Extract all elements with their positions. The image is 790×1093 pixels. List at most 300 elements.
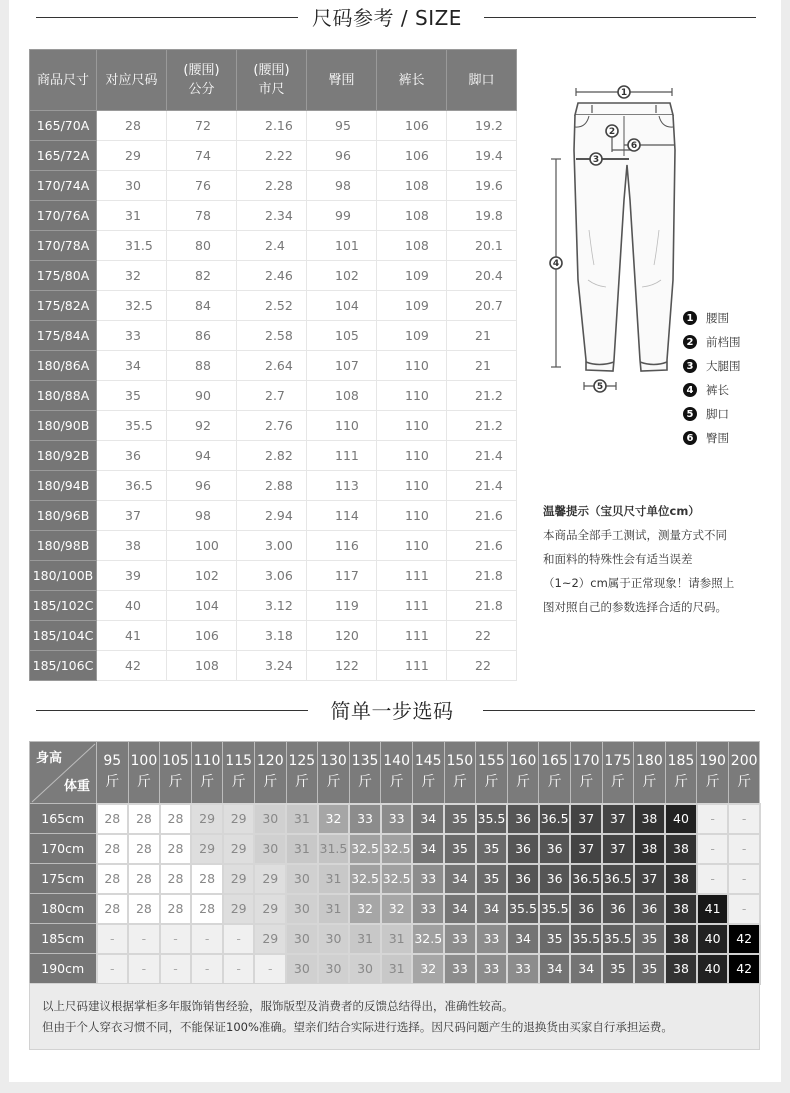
size-cell: 40 [697, 924, 729, 954]
product-size-cell: 170/78A [30, 231, 97, 261]
table-cell: 33 [97, 321, 167, 351]
size-cell: 29 [191, 834, 223, 864]
table-cell: 110 [377, 411, 447, 441]
weight-value: 105 [162, 753, 189, 770]
weight-column-header [349, 742, 381, 804]
size-cell: 41 [697, 894, 729, 924]
table-cell: 21.2 [447, 411, 517, 441]
size-cell: 29 [223, 804, 255, 834]
table-cell: 21.8 [447, 591, 517, 621]
table-cell: 21.4 [447, 441, 517, 471]
table-cell: 109 [377, 261, 447, 291]
size-cell: 33 [349, 804, 381, 834]
product-size-cell: 180/90B [30, 411, 97, 441]
table-cell: 19.2 [447, 111, 517, 141]
size-cell: 42 [728, 924, 760, 954]
weight-unit: 斤 [421, 774, 436, 791]
weight-value: 155 [478, 753, 505, 770]
weight-value: 125 [288, 753, 316, 770]
size-cell: 30 [349, 954, 381, 984]
weight-unit: 斤 [326, 774, 341, 791]
weight-value: 175 [604, 753, 632, 770]
weight-unit: 斤 [452, 774, 467, 791]
size-cell: - [697, 834, 729, 864]
size-cell: 33 [507, 954, 539, 984]
size-cell: 35 [634, 954, 666, 984]
table-cell: 110 [307, 411, 377, 441]
size-cell: 32.5 [412, 924, 444, 954]
table-cell: 117 [307, 561, 377, 591]
table-cell: 2.46 [237, 261, 307, 291]
legend-item [683, 402, 741, 426]
size-cell: 30 [254, 804, 286, 834]
size-cell: 38 [665, 894, 697, 924]
weight-unit: 斤 [263, 774, 278, 791]
height-row-label: 185cm [30, 924, 97, 954]
table-cell: 31 [97, 201, 167, 231]
weight-column-header [476, 742, 508, 804]
size-cell: 36 [507, 834, 539, 864]
size-cell: 33 [444, 924, 476, 954]
weight-header-row [30, 742, 760, 804]
table-row [30, 531, 517, 561]
size-cell: 32.5 [349, 834, 381, 864]
table-cell: 108 [377, 231, 447, 261]
legend-label: 臀围 [706, 431, 729, 445]
size-cell: 35.5 [476, 804, 508, 834]
size-cell: - [728, 834, 760, 864]
weight-unit: 斤 [358, 774, 373, 791]
table-cell: 107 [307, 351, 377, 381]
table-cell: 2.22 [237, 141, 307, 171]
product-size-cell: 180/94B [30, 471, 97, 501]
table-cell: 21.4 [447, 471, 517, 501]
table-cell: 19.4 [447, 141, 517, 171]
table-cell: 84 [167, 291, 237, 321]
table-cell: 22 [447, 621, 517, 651]
weight-column-header [223, 742, 255, 804]
number-badge-icon: 4 [683, 383, 697, 397]
table-cell: 82 [167, 261, 237, 291]
size-cell: - [97, 954, 129, 984]
size-cell: 28 [97, 864, 129, 894]
height-row-label: 190cm [30, 954, 97, 984]
size-cell: 30 [254, 834, 286, 864]
size-cell: 37 [570, 804, 602, 834]
size-cell: - [128, 924, 160, 954]
weight-column-header [728, 742, 760, 804]
table-cell: 39 [97, 561, 167, 591]
table-cell: 72 [167, 111, 237, 141]
size-cell: 37 [602, 804, 634, 834]
size-cell: 28 [160, 894, 192, 924]
weight-value: 95 [103, 753, 122, 770]
size-cell: 36 [539, 864, 571, 894]
size-cell: 30 [286, 894, 318, 924]
table-cell: 110 [377, 531, 447, 561]
size-cell: 32.5 [381, 864, 413, 894]
size-cell: 34 [412, 834, 444, 864]
size-cell: 31 [318, 894, 350, 924]
table-cell: 34 [97, 351, 167, 381]
size-section-title: 尺码参考 / SIZE [298, 6, 476, 30]
product-size-cell: 180/96B [30, 501, 97, 531]
size-cell: 34 [444, 894, 476, 924]
size-cell: 35.5 [539, 894, 571, 924]
grid-row [30, 894, 760, 924]
size-table-header [30, 50, 517, 111]
table-cell: 20.7 [447, 291, 517, 321]
size-cell: 35.5 [507, 894, 539, 924]
table-cell: 88 [167, 351, 237, 381]
product-size-cell: 185/104C [30, 621, 97, 651]
table-row [30, 351, 517, 381]
size-cell: 35 [634, 924, 666, 954]
size-cell: 28 [160, 804, 192, 834]
table-cell: 2.58 [237, 321, 307, 351]
size-cell: 29 [254, 894, 286, 924]
table-row [30, 111, 517, 141]
size-cell: - [223, 954, 255, 984]
table-cell: 2.76 [237, 411, 307, 441]
size-cell: 36.5 [539, 804, 571, 834]
table-cell: 99 [307, 201, 377, 231]
size-cell: 34 [507, 924, 539, 954]
grid-row [30, 834, 760, 864]
weight-column-header [160, 742, 192, 804]
weight-value: 135 [351, 753, 379, 770]
table-row [30, 501, 517, 531]
weight-column-header [634, 742, 666, 804]
legend-label: 裤长 [706, 383, 729, 397]
table-cell: 22 [447, 651, 517, 681]
table-cell: 108 [167, 651, 237, 681]
weight-value: 150 [446, 753, 474, 770]
size-cell: 35.5 [570, 924, 602, 954]
size-cell: 34 [412, 804, 444, 834]
table-cell: 36.5 [97, 471, 167, 501]
size-cell: 38 [634, 804, 666, 834]
table-cell: 111 [377, 621, 447, 651]
weight-axis-label: 体重 [63, 779, 90, 794]
legend-item [683, 306, 741, 330]
product-size-cell: 180/92B [30, 441, 97, 471]
weight-value: 200 [730, 753, 758, 770]
size-cell: 28 [97, 804, 129, 834]
weight-column-header [286, 742, 318, 804]
table-cell: 106 [377, 111, 447, 141]
table-cell: 31.5 [97, 231, 167, 261]
table-cell: 90 [167, 381, 237, 411]
table-cell: 20.1 [447, 231, 517, 261]
table-cell: 98 [307, 171, 377, 201]
column-header-label: 市尺 [258, 82, 285, 97]
svg-text:4: 4 [552, 259, 560, 269]
weight-value: 170 [572, 753, 600, 770]
size-cell: 32.5 [349, 864, 381, 894]
table-cell: 98 [167, 501, 237, 531]
product-size-cell: 175/84A [30, 321, 97, 351]
size-cell: 35 [476, 864, 508, 894]
size-cell: 35 [444, 804, 476, 834]
table-cell: 3.18 [237, 621, 307, 651]
table-cell: 86 [167, 321, 237, 351]
grid-row [30, 804, 760, 834]
size-cell: 30 [286, 864, 318, 894]
table-row [30, 411, 517, 441]
size-cell: 29 [254, 924, 286, 954]
size-cell: 35 [539, 924, 571, 954]
weight-value: 160 [509, 753, 537, 770]
table-cell: 110 [377, 441, 447, 471]
table-cell: 2.64 [237, 351, 307, 381]
size-cell: 38 [665, 924, 697, 954]
table-cell: 111 [377, 651, 447, 681]
weight-unit: 斤 [705, 774, 720, 791]
disclaimer-note [29, 983, 760, 1050]
size-cell: 36.5 [570, 864, 602, 894]
table-cell: 114 [307, 501, 377, 531]
table-cell: 3.12 [237, 591, 307, 621]
table-cell: 3.24 [237, 651, 307, 681]
column-header [447, 50, 517, 111]
weight-column-header [444, 742, 476, 804]
size-cell: 33 [412, 864, 444, 894]
table-cell: 100 [167, 531, 237, 561]
product-size-cell: 175/80A [30, 261, 97, 291]
size-cell: - [128, 954, 160, 984]
table-cell: 2.7 [237, 381, 307, 411]
size-cell: 32 [381, 894, 413, 924]
table-cell: 21.6 [447, 501, 517, 531]
weight-unit: 斤 [105, 774, 120, 791]
product-size-cell: 165/70A [30, 111, 97, 141]
table-cell: 3.00 [237, 531, 307, 561]
product-size-cell: 180/88A [30, 381, 97, 411]
column-header-label: 公分 [188, 82, 215, 97]
size-cell: - [728, 804, 760, 834]
product-size-cell: 185/106C [30, 651, 97, 681]
tips-line: 图对照自己的参数选择合适的尺码。 [543, 600, 727, 614]
table-cell: 74 [167, 141, 237, 171]
table-row [30, 441, 517, 471]
size-cell: 29 [254, 864, 286, 894]
weight-column-header [539, 742, 571, 804]
size-cell: 31 [318, 864, 350, 894]
table-cell: 95 [307, 111, 377, 141]
weight-column-header [412, 742, 444, 804]
size-table [29, 49, 517, 681]
size-cell: 36 [602, 894, 634, 924]
legend-label: 脚口 [706, 407, 729, 421]
number-badge-icon: 6 [683, 431, 697, 445]
column-header [97, 50, 167, 111]
column-header-label: 对应尺码 [105, 72, 158, 88]
size-cell: 42 [728, 954, 760, 984]
legend-item [683, 354, 741, 378]
svg-text:3: 3 [592, 155, 600, 165]
table-cell: 32 [97, 261, 167, 291]
table-cell: 2.34 [237, 201, 307, 231]
size-cell: 31 [286, 804, 318, 834]
size-cell: 28 [191, 864, 223, 894]
size-cell: 28 [97, 834, 129, 864]
weight-unit: 斤 [168, 774, 183, 791]
weight-value: 165 [541, 753, 568, 770]
table-cell: 2.82 [237, 441, 307, 471]
table-cell: 94 [167, 441, 237, 471]
table-cell: 104 [307, 291, 377, 321]
table-cell: 76 [167, 171, 237, 201]
size-cell: 33 [444, 954, 476, 984]
legend-item [683, 330, 741, 354]
weight-value: 190 [699, 753, 726, 770]
grid-row [30, 954, 760, 984]
table-cell: 2.52 [237, 291, 307, 321]
weight-unit: 斤 [389, 774, 404, 791]
column-header-label: 商品尺寸 [36, 72, 89, 88]
table-cell: 36 [97, 441, 167, 471]
table-cell: 108 [377, 171, 447, 201]
size-cell: - [191, 954, 223, 984]
grid-row [30, 924, 760, 954]
table-cell: 19.8 [447, 201, 517, 231]
size-cell: 28 [191, 894, 223, 924]
table-row [30, 321, 517, 351]
size-cell: 36 [570, 894, 602, 924]
weight-column-header [318, 742, 350, 804]
weight-unit: 斤 [231, 774, 246, 791]
legend-label: 腰围 [706, 311, 729, 325]
size-cell: 30 [318, 954, 350, 984]
column-header-label: (腰围) [183, 63, 220, 78]
product-size-cell: 175/82A [30, 291, 97, 321]
size-cell: 33 [476, 954, 508, 984]
weight-unit: 斤 [516, 774, 531, 791]
size-cell: 30 [318, 924, 350, 954]
table-row [30, 291, 517, 321]
table-cell: 30 [97, 171, 167, 201]
size-cell: - [160, 954, 192, 984]
number-badge-icon: 3 [683, 359, 697, 373]
table-cell: 78 [167, 201, 237, 231]
size-cell: 29 [223, 894, 255, 924]
size-cell: 28 [128, 864, 160, 894]
weight-column-header [381, 742, 413, 804]
column-header [167, 50, 237, 111]
size-cell: 35 [476, 834, 508, 864]
height-row-label: 170cm [30, 834, 97, 864]
size-section-header [9, 0, 781, 36]
table-cell: 109 [377, 321, 447, 351]
weight-unit: 斤 [136, 774, 151, 791]
table-cell: 116 [307, 531, 377, 561]
size-cell: 29 [223, 864, 255, 894]
svg-text:2: 2 [608, 127, 616, 137]
tips-line: 本商品全部手工测试，测量方式不同 [543, 528, 727, 542]
table-cell: 119 [307, 591, 377, 621]
size-cell: 32.5 [381, 834, 413, 864]
weight-column-header [191, 742, 223, 804]
table-row [30, 201, 517, 231]
size-cell: - [160, 924, 192, 954]
table-cell: 2.16 [237, 111, 307, 141]
size-cell: 36 [507, 864, 539, 894]
grid-corner-header [30, 742, 97, 804]
table-cell: 92 [167, 411, 237, 441]
size-cell: - [223, 924, 255, 954]
size-cell: 32 [349, 894, 381, 924]
svg-text:1: 1 [620, 88, 628, 98]
weight-unit: 斤 [642, 774, 657, 791]
height-row-label: 175cm [30, 864, 97, 894]
size-cell: 29 [191, 804, 223, 834]
table-row [30, 561, 517, 591]
size-cell: - [697, 864, 729, 894]
table-cell: 21.6 [447, 531, 517, 561]
grid-row [30, 864, 760, 894]
size-guide-page [9, 0, 781, 1082]
size-cell: 31 [381, 924, 413, 954]
table-cell: 110 [377, 501, 447, 531]
weight-unit: 斤 [294, 774, 309, 791]
table-cell: 111 [377, 561, 447, 591]
table-cell: 29 [97, 141, 167, 171]
table-cell: 104 [167, 591, 237, 621]
product-size-cell: 170/74A [30, 171, 97, 201]
product-size-cell: 165/72A [30, 141, 97, 171]
size-cell: 32 [412, 954, 444, 984]
size-cell: 35.5 [602, 924, 634, 954]
column-header [237, 50, 307, 111]
table-cell: 106 [377, 141, 447, 171]
size-cell: 34 [570, 954, 602, 984]
table-cell: 19.6 [447, 171, 517, 201]
tips-line: 和面料的特殊性会有适当误差 [543, 552, 693, 566]
selector-section-title: 简单一步选码 [317, 699, 468, 723]
number-badge-icon: 1 [683, 311, 697, 325]
table-cell: 41 [97, 621, 167, 651]
size-tips [543, 499, 763, 619]
size-cell: 34 [539, 954, 571, 984]
size-cell: 36.5 [602, 864, 634, 894]
size-cell: 33 [476, 924, 508, 954]
weight-column-header [602, 742, 634, 804]
table-cell: 2.4 [237, 231, 307, 261]
size-cell: 29 [223, 834, 255, 864]
weight-column-header [128, 742, 160, 804]
weight-unit: 斤 [484, 774, 499, 791]
legend-label: 大腿围 [706, 359, 741, 373]
size-cell: - [697, 804, 729, 834]
table-cell: 110 [377, 351, 447, 381]
table-cell: 21 [447, 321, 517, 351]
size-cell: 36 [507, 804, 539, 834]
table-cell: 32.5 [97, 291, 167, 321]
size-cell: 35 [602, 954, 634, 984]
svg-text:5: 5 [596, 382, 604, 392]
table-cell: 35 [97, 381, 167, 411]
size-cell: 28 [128, 834, 160, 864]
table-cell: 111 [377, 591, 447, 621]
size-cell: 31.5 [318, 834, 350, 864]
note-line: 以上尺码建议根据掌柜多年服饰销售经验，服饰版型及消费者的反馈总结得出，准确性较高。 [42, 999, 514, 1013]
table-cell: 35.5 [97, 411, 167, 441]
table-cell: 122 [307, 651, 377, 681]
weight-unit: 斤 [673, 774, 688, 791]
column-header [307, 50, 377, 111]
size-cell: 31 [286, 834, 318, 864]
